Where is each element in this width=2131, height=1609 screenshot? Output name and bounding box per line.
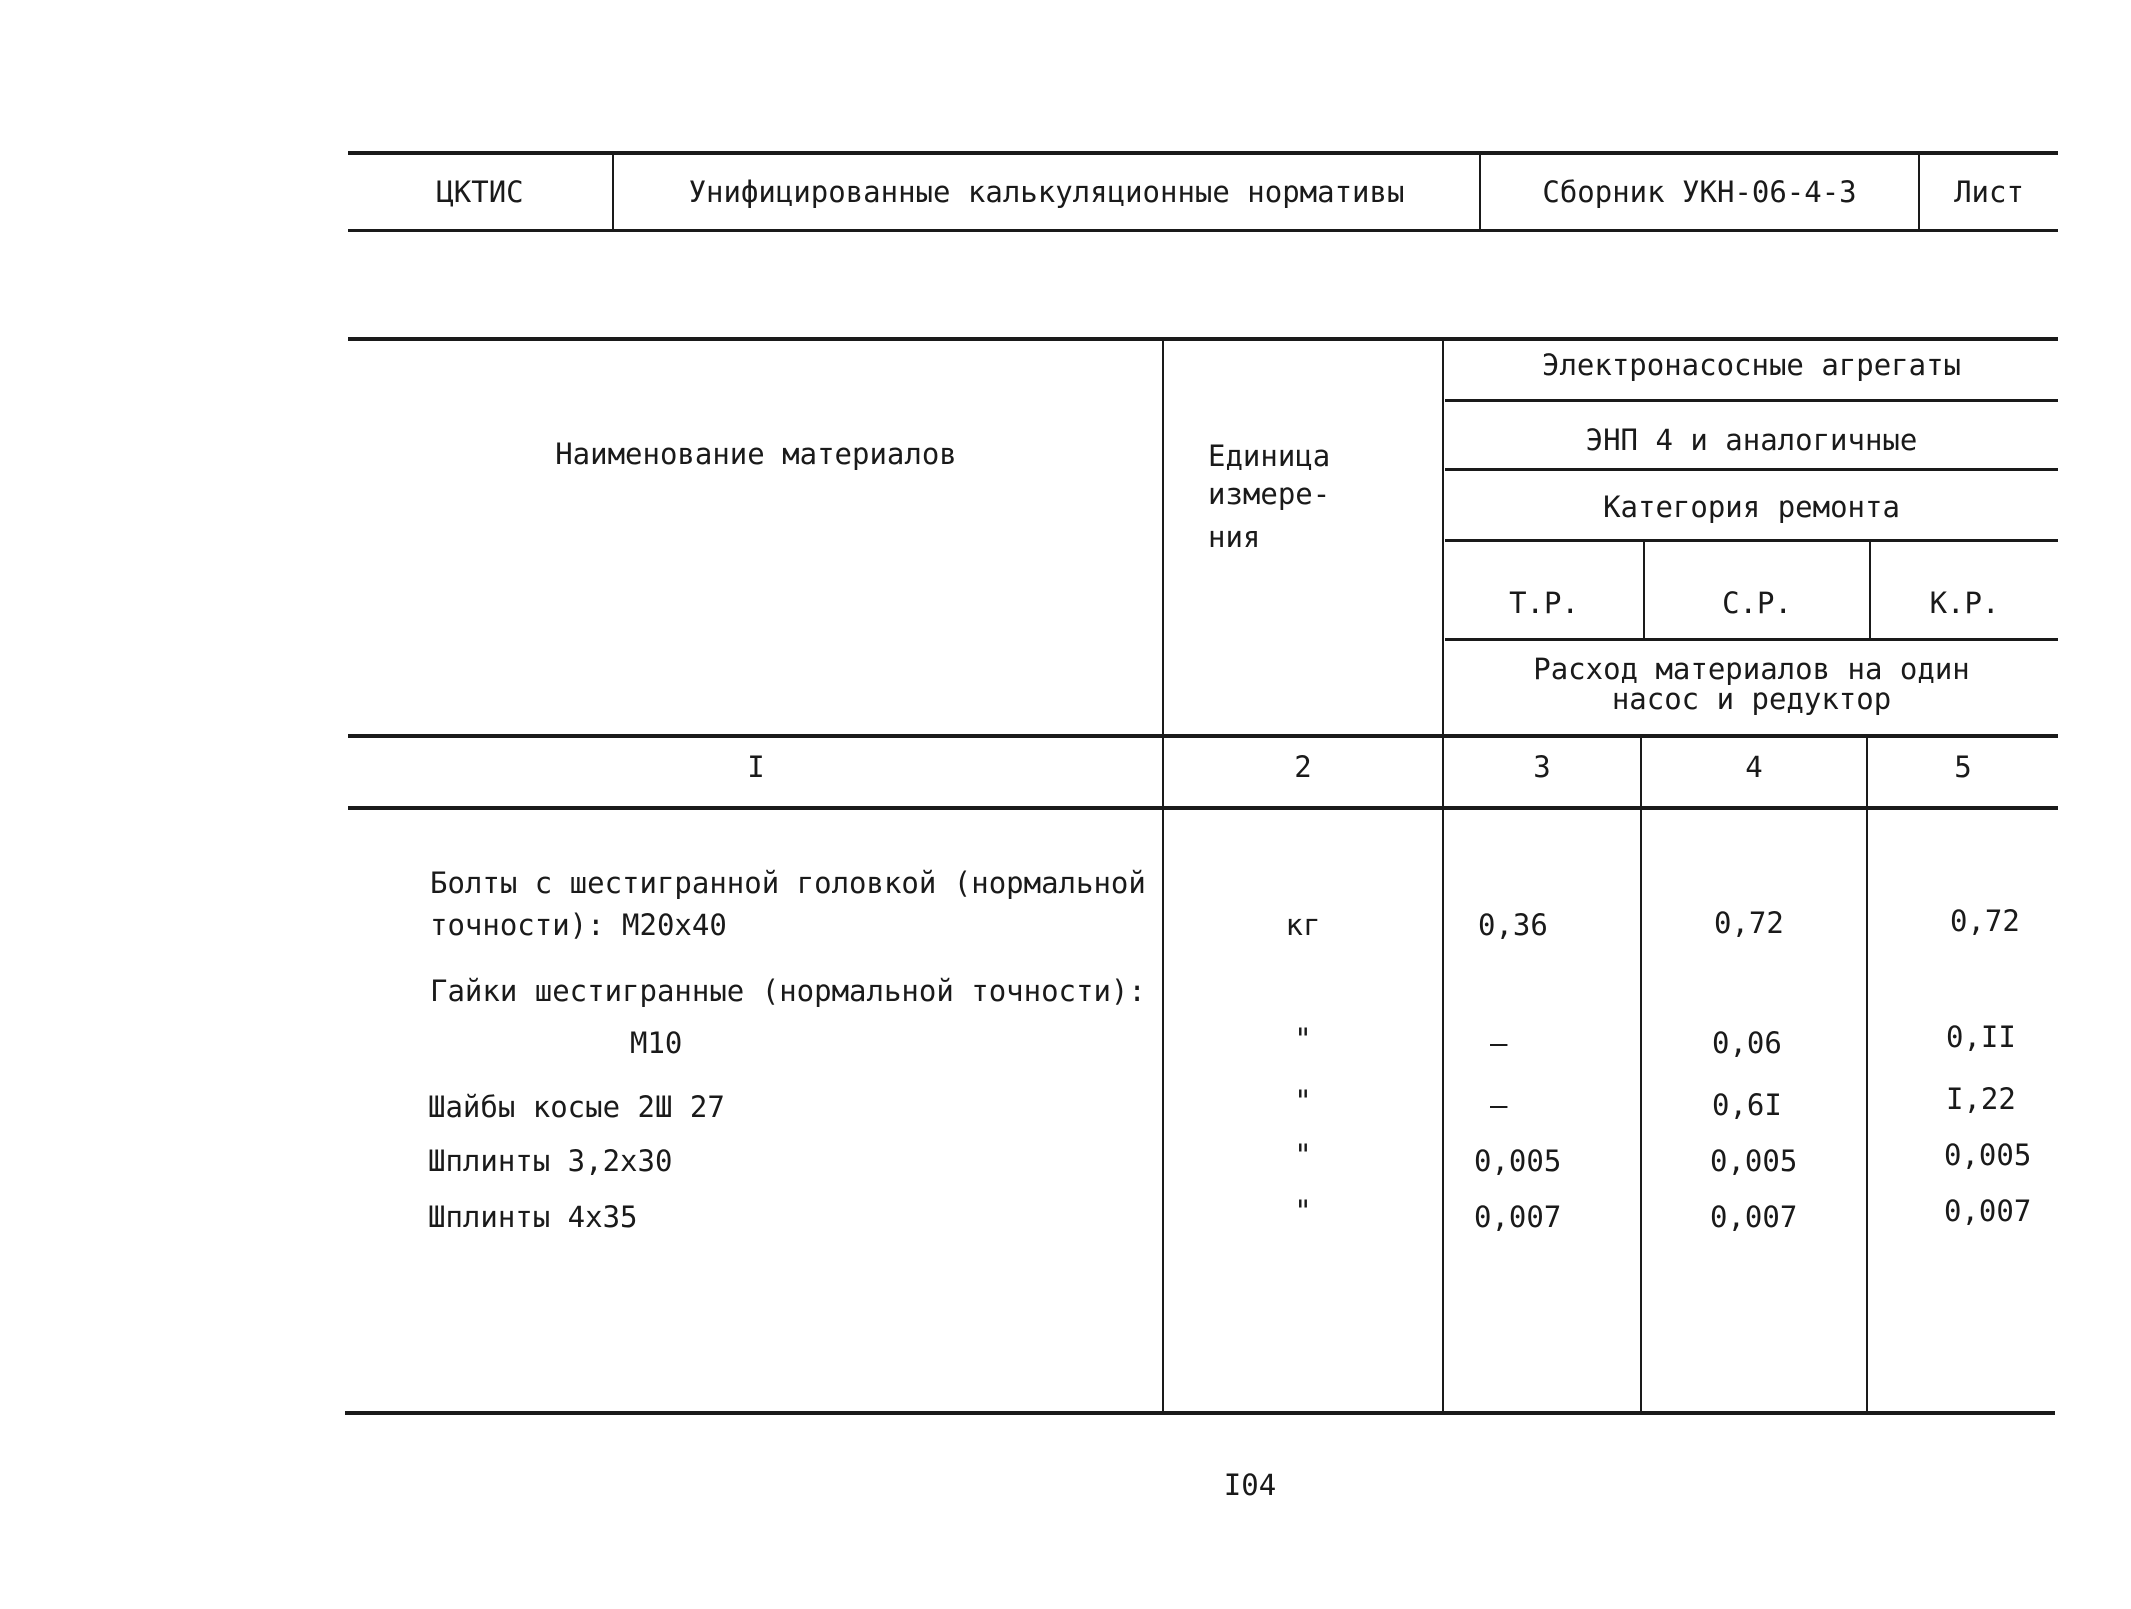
table-rule [1445, 638, 2058, 641]
value-sr: 0,72 [1714, 906, 1784, 940]
column-number: 4 [1745, 750, 1763, 784]
value-kr: I,22 [1946, 1082, 2016, 1116]
value-tr: 0,005 [1474, 1144, 1562, 1178]
material-name: Шайбы косые 2Ш 27 [428, 1090, 725, 1124]
material-name: Шплинты 3,2х30 [428, 1144, 673, 1178]
material-name: Болты с шестигранной головкой (нормальной [430, 866, 1146, 900]
column-number: 2 [1294, 750, 1312, 784]
value-sr: 0,005 [1710, 1144, 1798, 1178]
material-group-name: Гайки шестигранные (нормальной точности): [430, 974, 1146, 1008]
repair-type-sr: С.Р. [1722, 586, 1792, 620]
consumption-header: Расход материалов на один [1533, 652, 1970, 686]
value-kr: 0,72 [1950, 904, 2020, 938]
value-sr: 0,6I [1712, 1088, 1782, 1122]
material-name: Шплинты 4х35 [428, 1200, 638, 1234]
category-header: Категория ремонта [1603, 490, 1900, 524]
unit-cell: " [1294, 1084, 1312, 1118]
value-tr: 0,007 [1474, 1200, 1562, 1234]
col-header-unit: ния [1208, 520, 1261, 554]
col-header-name: Наименование материалов [555, 437, 957, 471]
unit-cell: " [1294, 1194, 1312, 1228]
value-sr: 0,007 [1710, 1200, 1798, 1234]
unit-cell: " [1294, 1022, 1312, 1056]
value-tr: – [1490, 1026, 1508, 1060]
col-divider-sr-kr [1866, 736, 1868, 1414]
value-tr: – [1490, 1088, 1508, 1122]
column-number: I [747, 750, 765, 784]
group-header: Электронасосные агрегаты [1541, 348, 1962, 382]
col-divider-tr-sr [1640, 736, 1642, 1414]
header-sheet: Лист [1954, 175, 2024, 209]
header-collection: Сборник УКН-06-4-3 [1542, 175, 1857, 209]
value-kr: 0,II [1946, 1020, 2016, 1054]
numbers-end-rule [348, 806, 2058, 810]
repair-type-kr: К.Р. [1929, 586, 2000, 620]
header-org: ЦКТИС [436, 175, 524, 209]
value-tr: 0,36 [1478, 908, 1548, 942]
col-header-unit: измере- [1208, 477, 1331, 511]
header-bottom-rule [348, 229, 2058, 232]
value-kr: 0,007 [1944, 1194, 2032, 1228]
consumption-header: насос и редуктор [1611, 682, 1892, 716]
page-number: I04 [1223, 1468, 1277, 1502]
table-rule [1445, 399, 2058, 402]
unit-cell: кг [1285, 908, 1321, 942]
header-top-rule [348, 151, 2058, 155]
column-number: 3 [1533, 750, 1551, 784]
unit-cell: " [1294, 1138, 1312, 1172]
col-divider-name-unit [1162, 339, 1164, 1414]
table-rule [1445, 468, 2058, 471]
subgroup-header: ЭНП 4 и аналогичные [1585, 423, 1918, 457]
header-end-rule [348, 734, 2058, 738]
table-rule [1445, 539, 2058, 542]
table-top-rule [348, 337, 2058, 341]
col-divider-unit-tr [1442, 339, 1444, 1414]
column-number: 5 [1954, 750, 1972, 784]
table-bottom-rule [345, 1411, 2055, 1415]
col-header-unit: Единица [1208, 439, 1331, 473]
repair-type-tr: Т.Р. [1509, 586, 1579, 620]
value-kr: 0,005 [1944, 1138, 2032, 1172]
material-name: М10 [630, 1026, 683, 1060]
value-sr: 0,06 [1712, 1026, 1782, 1060]
header-title: Унифицированные калькуляционные нормативы [688, 175, 1405, 209]
material-name: точности): М20х40 [430, 908, 727, 942]
